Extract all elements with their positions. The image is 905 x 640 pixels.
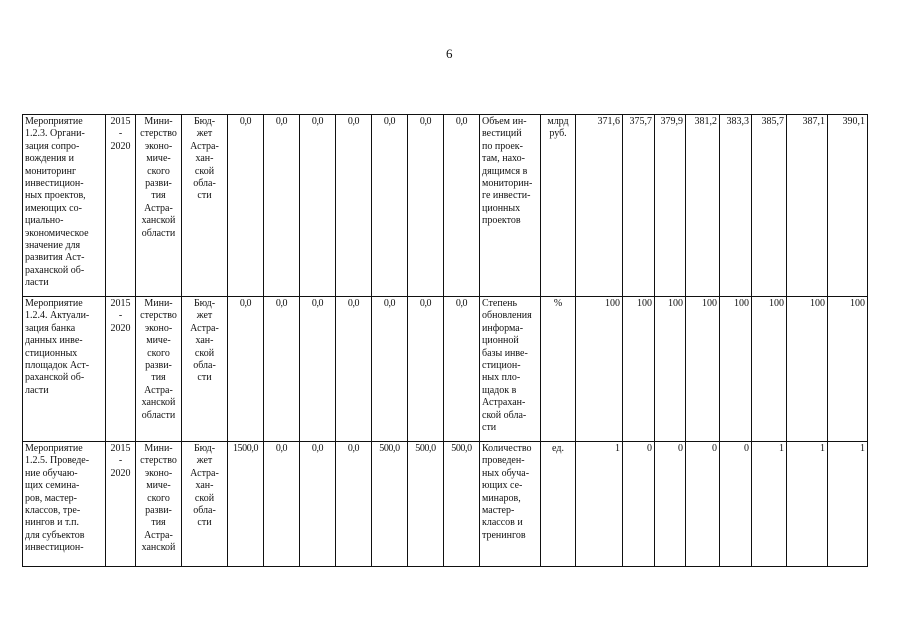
program-table [22,114,868,567]
financing-cell: 0,0 [264,442,300,567]
unit-cell: ед. [541,442,576,567]
value-cell: 100 [686,297,720,442]
page-number: 6 [446,46,453,61]
executor-cell: Мини- стерство эконо- миче- ского разви- тия Астра- ханской [136,442,182,567]
financing-cell: 0,0 [228,297,264,442]
financing-cell: 0,0 [228,115,264,297]
event-cell: Мероприятие 1.2.4. Актуали- зация банка данных инве- стиционных площадок Аст- раханской об- ласти [23,297,106,442]
value-cell: 1 [787,442,828,567]
unit-cell: % [541,297,576,442]
value-cell: 385,7 [752,115,787,297]
financing-cell: 0,0 [336,297,372,442]
table-row [23,442,868,567]
financing-cell: 500,0 [444,442,480,567]
value-cell: 381,2 [686,115,720,297]
value-cell: 1 [752,442,787,567]
event-cell: Мероприятие 1.2.5. Проведе- ние обучаю- щих семина- ров, мастер- классов, тре- нингов и т.п. для субъектов инвестицион- [23,442,106,567]
financing-cell: 0,0 [264,115,300,297]
period-cell: 2015 - 2020 [106,297,136,442]
value-cell: 1 [828,442,868,567]
financing-cell: 500,0 [408,442,444,567]
financing-cell: 0,0 [300,297,336,442]
indicator-cell: Количество проведен- ных обуча- ющих се- минаров, мастер- классов и тренингов [480,442,541,567]
event-cell: Мероприятие 1.2.3. Органи- зация сопро- вождения и мониторинг инвестицион- ных проектов, имеющих со- циально- экономическое значение для развития Аст- раханской об- ласти [23,115,106,297]
financing-cell: 0,0 [336,442,372,567]
period-cell: 2015 - 2020 [106,442,136,567]
value-cell: 0 [720,442,752,567]
value-cell: 371,6 [576,115,623,297]
source-cell: Бюд- жет Астра- хан- ской обла- сти [182,297,228,442]
value-cell: 379,9 [655,115,686,297]
table-row [23,115,868,297]
value-cell: 390,1 [828,115,868,297]
indicator-cell: Объем ин- вестиций по проек- там, нахо- дящимся в мониторин- ге инвести- ционных проектов [480,115,541,297]
financing-cell: 0,0 [372,297,408,442]
value-cell: 0 [686,442,720,567]
financing-cell: 0,0 [372,115,408,297]
financing-cell: 500,0 [372,442,408,567]
value-cell: 100 [787,297,828,442]
value-cell: 0 [623,442,655,567]
source-cell: Бюд- жет Астра- хан- ской обла- сти [182,115,228,297]
financing-cell: 0,0 [300,442,336,567]
value-cell: 0 [655,442,686,567]
financing-cell: 1500,0 [228,442,264,567]
financing-cell: 0,0 [300,115,336,297]
table-row [23,297,868,442]
financing-cell: 0,0 [264,297,300,442]
financing-cell: 0,0 [444,297,480,442]
indicator-cell: Степень обновления информа- ционной базы инве- стицион- ных пло- щадок в Астрахан- ской обла- сти [480,297,541,442]
value-cell: 387,1 [787,115,828,297]
value-cell: 100 [623,297,655,442]
financing-cell: 0,0 [408,115,444,297]
value-cell: 100 [576,297,623,442]
value-cell: 383,3 [720,115,752,297]
financing-cell: 0,0 [444,115,480,297]
value-cell: 375,7 [623,115,655,297]
value-cell: 100 [655,297,686,442]
value-cell: 100 [828,297,868,442]
financing-cell: 0,0 [408,297,444,442]
value-cell: 100 [752,297,787,442]
source-cell: Бюд- жет Астра- хан- ской обла- сти [182,442,228,567]
value-cell: 1 [576,442,623,567]
financing-cell: 0,0 [336,115,372,297]
executor-cell: Мини- стерство эконо- миче- ского разви- тия Астра- ханской области [136,297,182,442]
period-cell: 2015 - 2020 [106,115,136,297]
value-cell: 100 [720,297,752,442]
executor-cell: Мини- стерство эконо- миче- ского разви- тия Астра- ханской области [136,115,182,297]
unit-cell: млрд руб. [541,115,576,297]
